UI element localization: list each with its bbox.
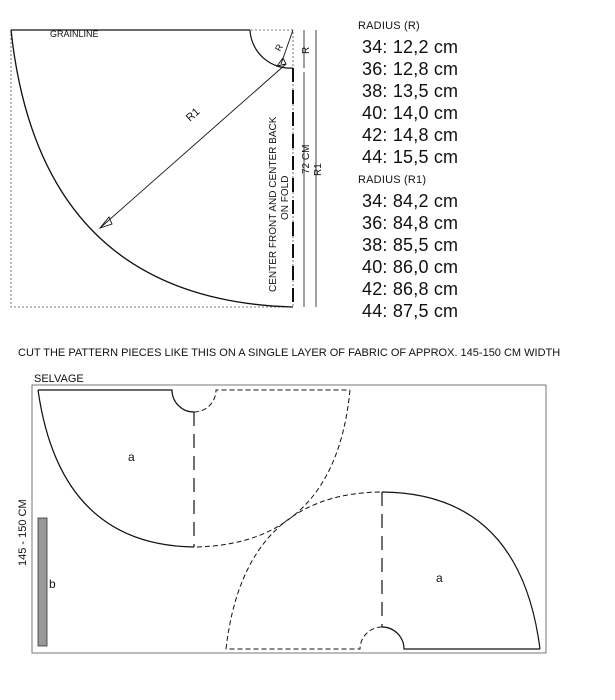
- radius-r-row: 34: 12,2 cm: [362, 37, 459, 57]
- radius-r1-row: 36: 84,8 cm: [362, 213, 459, 233]
- radius-r-row: 36: 12,8 cm: [362, 59, 459, 79]
- hem-arc: [11, 30, 293, 307]
- radius-r-row: 40: 14,0 cm: [362, 103, 459, 123]
- piece-a-bottom-mirror-hem: [226, 492, 382, 649]
- piece-a-top-mirror-waist: [194, 390, 350, 412]
- layout-instruction: CUT THE PATTERN PIECES LIKE THIS ON A SINGLE LAYER OF FABRIC OF APPROX. 145-150 CM WIDTH: [18, 347, 561, 359]
- radius-r1-row: 42: 86,8 cm: [362, 279, 459, 299]
- radius-r1-row: 40: 86,0 cm: [362, 257, 459, 277]
- radius-r-table: [358, 20, 458, 168]
- piece-a-bottom-mirror-waist: [226, 627, 382, 649]
- grainline-label: GRAINLINE: [50, 29, 99, 39]
- radius-r1-heading: RADIUS (R1): [358, 174, 427, 186]
- piece-a-top-mirror-hem: [194, 390, 350, 547]
- radius-r-row: 44: 15,5 cm: [362, 147, 459, 167]
- r1-dimension-line: [100, 64, 286, 228]
- radius-r-row: 42: 14,8 cm: [362, 125, 459, 145]
- piece-a-bottom-hem: [382, 492, 540, 649]
- piece-b-strip: [38, 518, 47, 646]
- radius-r-heading: RADIUS (R): [358, 20, 420, 32]
- piece-a-bottom-label: a: [436, 571, 443, 585]
- length-label: 72 CM: [301, 144, 312, 174]
- piece-a-bottom-waist: [382, 627, 540, 649]
- piece-a-top-outline: [38, 390, 194, 412]
- fold-label-line2: ON FOLD: [280, 175, 291, 220]
- selvage-label: SELVAGE: [34, 373, 84, 385]
- pattern-bounding-box: [11, 30, 293, 307]
- r-label: R: [273, 42, 285, 53]
- piece-a-top-label: a: [128, 450, 135, 464]
- radius-r1-row: 44: 87,5 cm: [362, 301, 459, 321]
- side-r-label: R: [301, 46, 312, 54]
- radius-r1-row: 34: 84,2 cm: [362, 191, 459, 211]
- radius-r-row: 38: 13,5 cm: [362, 81, 459, 101]
- r1-label: R1: [183, 105, 203, 125]
- fold-label-line1: CENTER FRONT AND CENTER BACK: [268, 116, 279, 292]
- radius-r1-table: [358, 174, 458, 322]
- fabric-width-label: 145 - 150 CM: [17, 499, 29, 566]
- piece-b-label: b: [49, 577, 56, 591]
- side-r1-label: R1: [313, 163, 324, 176]
- piece-a-top-hem: [38, 390, 194, 547]
- radius-r1-row: 38: 85,5 cm: [362, 235, 459, 255]
